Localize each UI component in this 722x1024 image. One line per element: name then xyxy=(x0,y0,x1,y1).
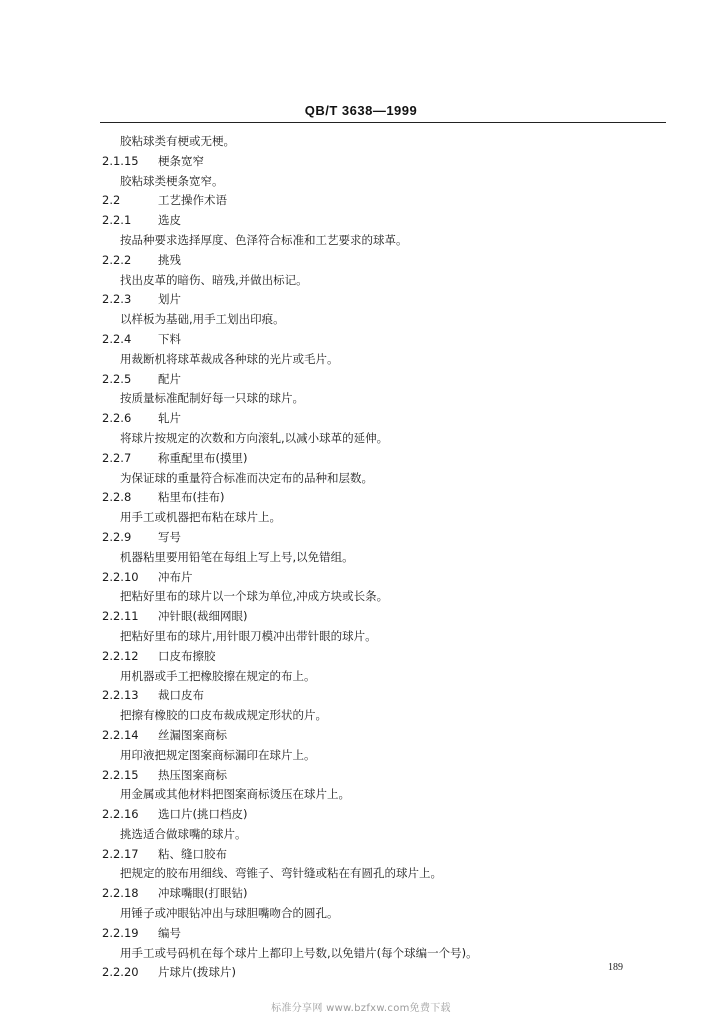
clause-body-text: 用印液把规定图案商标漏印在球片上。 xyxy=(120,747,316,762)
clause-number: 2.2.15 xyxy=(102,767,139,782)
clause-body-text: 胶粘球类有梗或无梗。 xyxy=(120,134,235,148)
clause-title: 写号 xyxy=(158,529,181,544)
clause-text xyxy=(102,350,662,370)
clause-text xyxy=(102,172,662,192)
clause-body-text: 挑选适合做球嘴的球片。 xyxy=(120,826,247,841)
clause-text xyxy=(102,469,662,489)
clause-number: 2.2.13 xyxy=(102,688,139,703)
clause-number: 2.2 xyxy=(102,193,121,208)
clause-title: 工艺操作术语 xyxy=(158,193,227,208)
clause-heading xyxy=(102,528,662,548)
clause-number: 2.2.19 xyxy=(102,925,139,940)
clause-body-text: 用机器或手工把橡胶擦在规定的布上。 xyxy=(120,668,316,683)
clause-number: 2.2.16 xyxy=(102,807,139,822)
clause-heading xyxy=(102,686,662,706)
clause-title: 粘里布(挂布) xyxy=(158,490,225,505)
page-number: 189 xyxy=(608,962,623,973)
clause-heading xyxy=(102,330,662,350)
clause-title: 编号 xyxy=(158,925,181,940)
document-body xyxy=(102,132,662,983)
clause-text xyxy=(102,310,662,330)
clause-heading xyxy=(102,726,662,746)
clause-heading xyxy=(102,924,662,944)
clause-number: 2.1.15 xyxy=(102,153,139,168)
clause-title: 轧片 xyxy=(158,411,181,426)
clause-title: 冲球嘴眼(打眼钻) xyxy=(158,886,248,901)
clause-text xyxy=(102,389,662,409)
clause-number: 2.2.9 xyxy=(102,529,132,544)
clause-title: 片球片(拨球片) xyxy=(158,965,236,980)
clause-heading xyxy=(102,568,662,588)
clause-heading xyxy=(102,370,662,390)
clause-text xyxy=(102,667,662,687)
clause-heading xyxy=(102,884,662,904)
clause-body-text: 把粘好里布的球片,用针眼刀模冲出带针眼的球片。 xyxy=(120,628,377,643)
clause-text xyxy=(102,785,662,805)
clause-text xyxy=(102,864,662,884)
clause-heading xyxy=(102,607,662,627)
clause-heading xyxy=(102,290,662,310)
clause-title: 梗条宽窄 xyxy=(158,153,204,168)
clause-number: 2.2.7 xyxy=(102,450,132,465)
clause-heading xyxy=(102,805,662,825)
clause-heading xyxy=(102,488,662,508)
clause-body-text: 找出皮革的暗伤、暗残,并做出标记。 xyxy=(120,272,308,287)
clause-number: 2.2.6 xyxy=(102,411,132,426)
clause-number: 2.2.18 xyxy=(102,886,139,901)
clause-body-text: 用裁断机将球革裁成各种球的光片或毛片。 xyxy=(120,351,339,366)
clause-text xyxy=(102,132,662,152)
clause-body-text: 胶粘球类梗条宽窄。 xyxy=(120,173,224,188)
clause-title: 丝漏图案商标 xyxy=(158,727,227,742)
clause-title: 裁口皮布 xyxy=(158,688,204,703)
clause-body-text: 用手工或号码机在每个球片上都印上号数,以免错片(每个球编一个号)。 xyxy=(120,945,478,960)
clause-title: 冲针眼(裁细网眼) xyxy=(158,609,248,624)
clause-title: 称重配里布(摸里) xyxy=(158,450,248,465)
clause-text xyxy=(102,746,662,766)
clause-heading xyxy=(102,766,662,786)
clause-text xyxy=(102,904,662,924)
clause-heading xyxy=(102,449,662,469)
clause-title: 选皮 xyxy=(158,213,181,228)
clause-heading xyxy=(102,191,662,211)
clause-heading xyxy=(102,647,662,667)
clause-body-text: 把擦有橡胶的口皮布裁成规定形状的片。 xyxy=(120,708,327,723)
clause-text xyxy=(102,627,662,647)
clause-body-text: 用手工或机器把布粘在球片上。 xyxy=(120,510,281,525)
clause-heading xyxy=(102,211,662,231)
clause-number: 2.2.10 xyxy=(102,569,139,584)
clause-body-text: 按质量标准配制好每一只球的球片。 xyxy=(120,391,304,406)
clause-text xyxy=(102,587,662,607)
clause-number: 2.2.14 xyxy=(102,727,139,742)
clause-number: 2.2.11 xyxy=(102,609,139,624)
clause-number: 2.2.12 xyxy=(102,648,139,663)
clause-number: 2.2.8 xyxy=(102,490,132,505)
clause-body-text: 按品种要求选择厚度、色泽符合标准和工艺要求的球革。 xyxy=(120,232,408,247)
clause-heading xyxy=(102,251,662,271)
clause-number: 2.2.4 xyxy=(102,331,132,346)
header-rule xyxy=(100,122,666,123)
clause-text xyxy=(102,508,662,528)
clause-number: 2.2.5 xyxy=(102,371,132,386)
clause-text xyxy=(102,231,662,251)
clause-body-text: 以样板为基础,用手工划出印痕。 xyxy=(120,312,285,327)
clause-text xyxy=(102,825,662,845)
clause-body-text: 用金属或其他材料把图案商标烫压在球片上。 xyxy=(120,787,350,802)
clause-title: 下料 xyxy=(158,331,181,346)
clause-heading xyxy=(102,845,662,865)
clause-heading xyxy=(102,409,662,429)
clause-title: 口皮布擦胶 xyxy=(158,648,216,663)
clause-text xyxy=(102,429,662,449)
clause-body-text: 机器粘里要用铅笔在每组上写上号,以免错组。 xyxy=(120,549,354,564)
clause-title: 粘、缝口胶布 xyxy=(158,846,227,861)
clause-body-text: 用锤子或冲眼钻冲出与球胆嘴吻合的圆孔。 xyxy=(120,906,339,921)
clause-title: 选口片(挑口档皮) xyxy=(158,807,248,822)
clause-number: 2.2.20 xyxy=(102,965,139,980)
standard-code: QB/T 3638—1999 xyxy=(304,103,418,118)
clause-text xyxy=(102,706,662,726)
clause-heading xyxy=(102,963,662,983)
clause-body-text: 把粘好里布的球片以一个球为单位,冲成方块或长条。 xyxy=(120,589,389,604)
clause-text xyxy=(102,548,662,568)
clause-title: 热压图案商标 xyxy=(158,767,227,782)
clause-number: 2.2.2 xyxy=(102,252,132,267)
clause-text xyxy=(102,271,662,291)
clause-number: 2.2.1 xyxy=(102,213,132,228)
clause-number: 2.2.3 xyxy=(102,292,132,307)
footer-watermark: 标准分享网 www.bzfxw.com免费下载 xyxy=(271,1003,451,1014)
clause-title: 挑残 xyxy=(158,252,181,267)
clause-body-text: 为保证球的重量符合标准而决定布的品种和层数。 xyxy=(120,470,373,485)
clause-title: 冲布片 xyxy=(158,569,193,584)
clause-number: 2.2.17 xyxy=(102,846,139,861)
clause-body-text: 把规定的胶布用细线、弯锥子、弯针缝或粘在有圆孔的球片上。 xyxy=(120,866,442,881)
clause-body-text: 将球片按规定的次数和方向滚轧,以减小球革的延伸。 xyxy=(120,430,389,445)
clause-title: 配片 xyxy=(158,371,181,386)
clause-title: 划片 xyxy=(158,292,181,307)
clause-text xyxy=(102,944,662,964)
clause-heading xyxy=(102,152,662,172)
